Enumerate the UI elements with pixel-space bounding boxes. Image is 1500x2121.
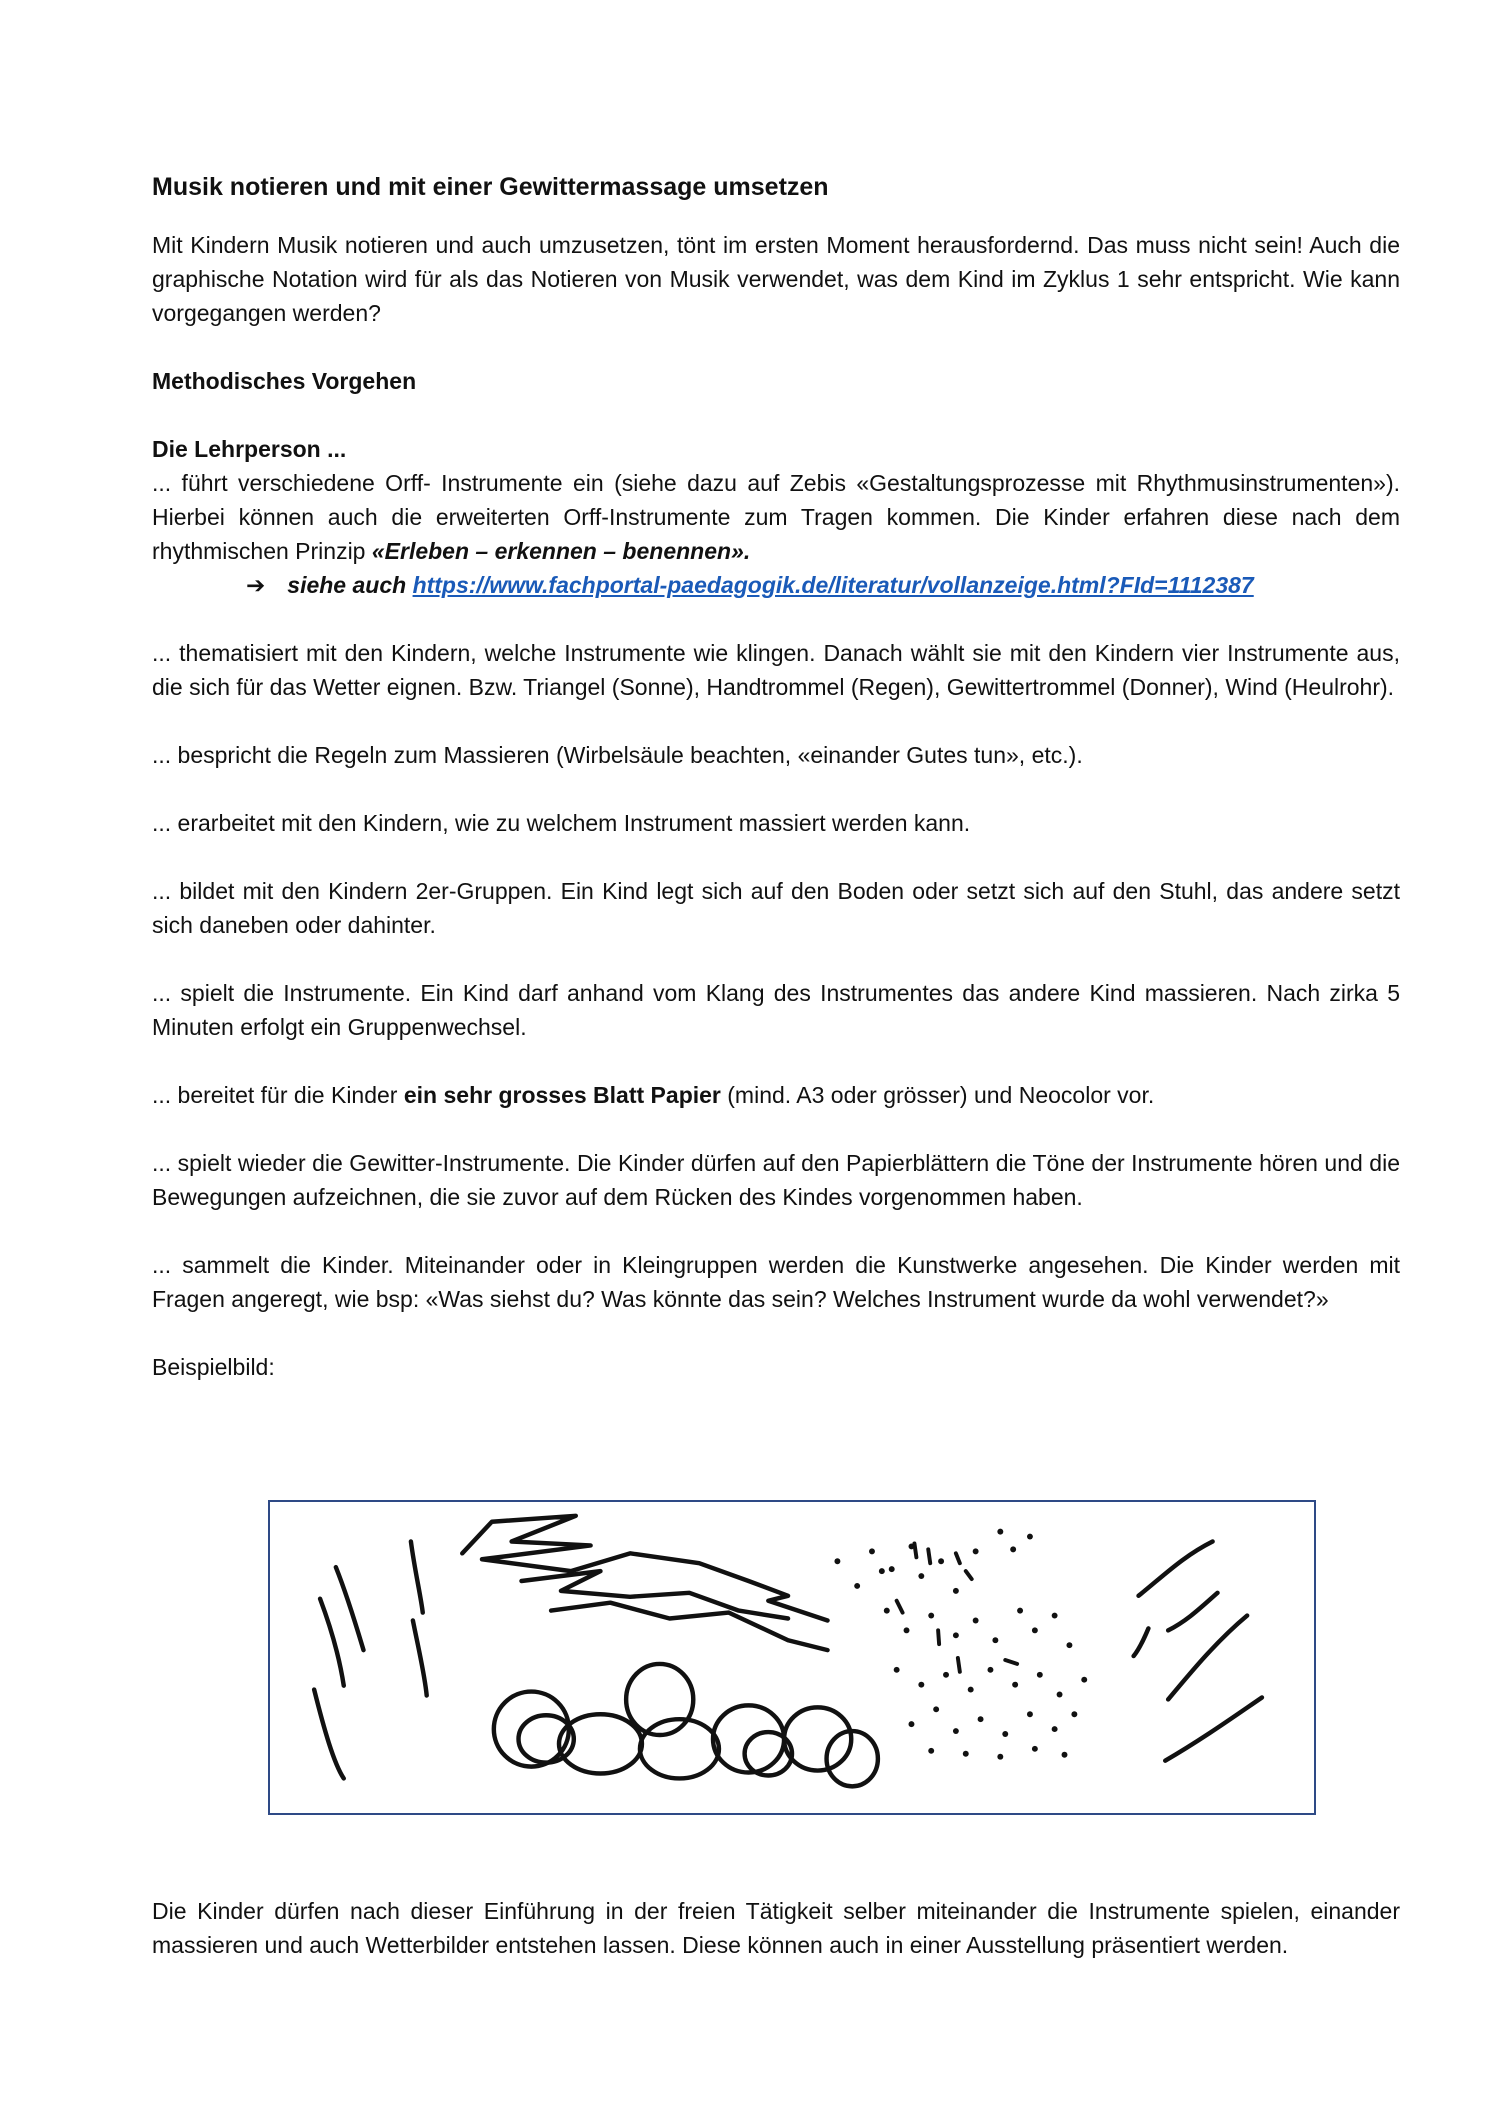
wind-stroke bbox=[411, 1541, 423, 1612]
step-paragraph: ... sammelt die Kinder. Miteinander oder in Kleingruppen werden die Kunstwerke angesehen. Die Kinder werden mit Fragen angeregt, wie bsp: «Was siehst du? Was könnte das sein? Welches Instrument wurde da wohl verwendet?» bbox=[152, 1252, 1400, 1312]
wind-stroke bbox=[1168, 1593, 1217, 1631]
see-also-label: siehe auch bbox=[287, 572, 407, 598]
teacher-heading: Die Lehrperson ... bbox=[152, 436, 347, 462]
page-title: Musik notieren und mit einer Gewittermassage umsetzen bbox=[152, 173, 829, 201]
wind-stroke bbox=[413, 1620, 427, 1695]
rain-dashes bbox=[897, 1543, 1017, 1671]
scribble-circle bbox=[494, 1692, 569, 1767]
scribble-circle bbox=[784, 1707, 851, 1770]
step-paragraph: ... bespricht die Regeln zum Massieren (Wirbelsäule beachten, «einander Gutes tun», etc.). bbox=[152, 742, 1083, 768]
wind-stroke bbox=[1168, 1616, 1247, 1700]
example-sketch bbox=[268, 1500, 1316, 1815]
wind-stroke bbox=[336, 1567, 364, 1650]
step-text: ... führt verschiedene Orff- Instrumente ein (siehe dazu auf Zebis «Gestaltungsprozesse mit Rhythmusinstrumenten»). Hierbei können auch die erweiterten Orff-Instrumente zum Tragen kommen. Die Kinder erfahren diese nach dem rhythmischen Prinzip bbox=[152, 470, 1400, 564]
step-paragraph: ... thematisiert mit den Kindern, welche Instrumente wie klingen. Danach wählt sie mit den Kindern vier Instrumente aus, die sich für das Wetter eignen. Bzw. Triangel (Sonne), Handtrommel (Regen), Gewittertrommel (Donner), Wind (Heulrohr). bbox=[152, 640, 1400, 700]
closing-section bbox=[152, 1894, 1400, 1962]
wind-stroke bbox=[1134, 1628, 1149, 1656]
step-paragraph: ... spielt wieder die Gewitter-Instrumente. Die Kinder dürfen auf den Papierblättern die Töne der Instrumente hören und die Bewegungen aufzeichnen, die sie zuvor auf dem Rücken des Kindes vorgenommen haben. bbox=[152, 1150, 1400, 1210]
wind-stroke bbox=[320, 1599, 344, 1686]
step-emphasis: «Erleben – erkennen – benennen». bbox=[371, 538, 751, 564]
lightning-stroke bbox=[551, 1603, 827, 1650]
arrow-right-icon: ➔ bbox=[246, 572, 266, 598]
section-heading: Methodisches Vorgehen bbox=[152, 368, 417, 394]
step-bold: ein sehr grosses Blatt Papier bbox=[403, 1082, 721, 1108]
step-paragraph: ... spielt die Instrumente. Ein Kind darf anhand vom Klang des Instrumentes das andere Kind massieren. Nach zirka 5 Minuten erfolgt ein Gruppenwechsel. bbox=[152, 980, 1400, 1040]
example-label: Beispielbild: bbox=[152, 1354, 275, 1380]
document-body bbox=[152, 170, 1400, 1384]
intro-paragraph: Mit Kindern Musik notieren und auch umzusetzen, tönt im ersten Moment herausfordernd. Das muss nicht sein! Auch die graphische Notation wird für als das Notieren von Musik verwendet, was dem Kind im Zyklus 1 sehr entspricht. Wie kann vorgegangen werden? bbox=[152, 232, 1400, 326]
step-text: ... bereitet für die Kinder bbox=[152, 1082, 404, 1108]
see-also-link[interactable]: https://www.fachportal-paedagogik.de/literatur/vollanzeige.html?FId=1112387 bbox=[412, 572, 1254, 598]
wind-stroke bbox=[1139, 1541, 1213, 1595]
step-paper bbox=[152, 1078, 1400, 1112]
step-paragraph: ... bildet mit den Kindern 2er-Gruppen. Ein Kind legt sich auf den Boden oder setzt sich auf den Stuhl, das andere setzt sich daneben oder dahinter. bbox=[152, 878, 1400, 938]
wind-stroke bbox=[1165, 1697, 1262, 1760]
lightning-stroke bbox=[462, 1516, 827, 1621]
step-introduce-instruments bbox=[152, 466, 1400, 568]
weather-drawing-illustration bbox=[270, 1502, 1314, 1813]
closing-paragraph: Die Kinder dürfen nach dieser Einführung in der freien Tätigkeit selber miteinander die Instrumente spielen, einander massieren und auch Wetterbilder entstehen lassen. Diese können auch in einer Ausstellung präsentiert werden. bbox=[152, 1898, 1400, 1958]
see-also-line bbox=[152, 568, 1400, 602]
step-paragraph: ... erarbeitet mit den Kindern, wie zu welchem Instrument massiert werden kann. bbox=[152, 810, 971, 836]
step-text: (mind. A3 oder grösser) und Neocolor vor. bbox=[720, 1082, 1155, 1108]
wind-stroke bbox=[314, 1690, 344, 1779]
